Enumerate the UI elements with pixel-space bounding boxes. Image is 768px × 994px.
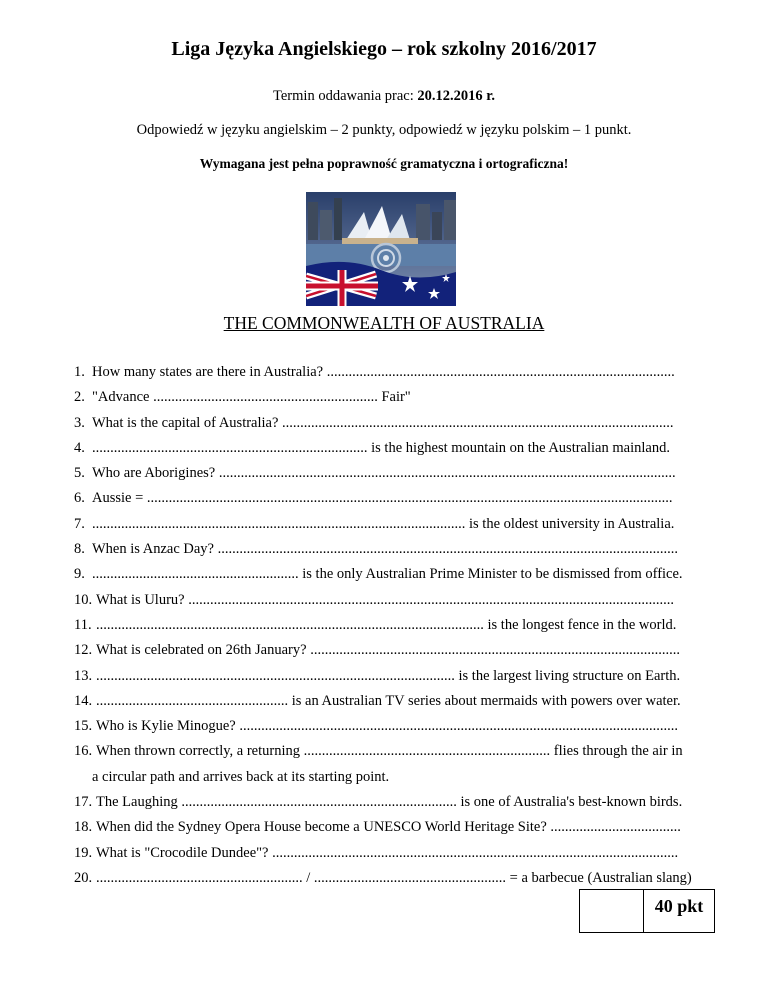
question-7: 7. ....................................................................................................... is the oldest university in Australia. [74, 515, 675, 532]
question-18: 18. When did the Sydney Opera House become a UNESCO World Heritage Site? .................................... [74, 819, 681, 836]
deadline-line [0, 88, 768, 105]
question-text: ........................................................................................................... is the longest fence in the world. [96, 616, 677, 633]
question-14: 14. ..................................................... is an Australian TV series about mermaids with powers over water. [74, 692, 681, 709]
question-4: 4. ............................................................................ is the highest mountain on the Australian mainland. [74, 439, 670, 456]
question-15: 15. Who is Kylie Minogue? ......................................................................................................................... [74, 718, 678, 735]
question-text: When did the Sydney Opera House become a UNESCO World Heritage Site? .................................... [96, 819, 681, 836]
question-text: ......................................................... / ..................................................... = a barbecue (Australian slang) [96, 869, 692, 886]
question-9: 9. ......................................................... is the only Australian Prime Minister to be dismissed from office. [74, 566, 683, 583]
question-20: 20. ......................................................... / ..................................................... = a barbecue (Australian slang) [74, 869, 692, 886]
question-text: Aussie = ................................................................................................................................................. [92, 490, 673, 507]
question-text: When thrown correctly, a returning .................................................................... flies through the air in [96, 743, 683, 760]
question-text: The Laughing ............................................................................ is one of Australia's best-known birds. [96, 794, 683, 811]
question-text: What is "Crocodile Dundee"? ................................................................................................................ [96, 844, 679, 861]
deadline-label: Termin oddawania prac: [273, 88, 418, 104]
question-6: 6. Aussie = ................................................................................................................................................. [74, 490, 673, 507]
max-points-label: 40 pkt [654, 896, 704, 916]
question-text: ....................................................................................................... is the oldest university in Australia. [92, 515, 675, 532]
question-2: 2. "Advance .............................................................. Fair" [74, 389, 411, 406]
scoring-rules: Odpowiedź w języku angielskim – 2 punkty, odpowiedź w języku polskim – 1 punkt. [136, 122, 632, 138]
question-list [74, 360, 720, 891]
question-13: 13. ................................................................................................... is the largest living structure on Earth. [74, 667, 681, 684]
question-8: 8. When is Anzac Day? ............................................................................................................................... [74, 541, 678, 558]
page-title: Liga Języka Angielskiego – rok szkolny 2016/2017 [171, 38, 597, 60]
question-12: 12. What is celebrated on 26th January? ...................................................................................................... [74, 642, 680, 659]
question-text: What is the capital of Australia? ............................................................................................................ [92, 414, 674, 431]
question-19: 19. What is "Crocodile Dundee"? ................................................................................................................ [74, 844, 679, 861]
question-10: 10. What is Uluru? ...................................................................................................................................... [74, 591, 674, 608]
question-16-continuation: a circular path and arrives back at its starting point. [92, 768, 390, 785]
question-16: 16. When thrown correctly, a returning .................................................................... flies through the air in [74, 743, 683, 760]
section-title: THE COMMONWEALTH OF AUSTRALIA [223, 313, 545, 333]
deadline-date: 20.12.2016 r. [417, 88, 495, 104]
question-text: ......................................................... is the only Australian Prime Minister to be dismissed from office. [92, 566, 683, 583]
question-3: 3. What is the capital of Australia? ............................................................................................................ [74, 414, 674, 431]
score-entry-cell [580, 890, 644, 932]
question-text: Who is Kylie Minogue? ......................................................................................................................... [96, 718, 678, 735]
question-1: 1. How many states are there in Australia? ................................................................................................ [74, 364, 675, 380]
question-5: 5. Who are Aborigines? .............................................................................................................................. [74, 465, 676, 482]
question-text: Who are Aborigines? .............................................................................................................................. [92, 465, 676, 482]
question-text: "Advance .............................................................. Fair" [92, 389, 411, 406]
question-text: ................................................................................................... is the largest living structure on Earth. [96, 667, 681, 684]
question-text: What is celebrated on 26th January? ...................................................................................................... [96, 642, 680, 659]
question-11: 11. ........................................................................................................... is the longest fence in the world. [74, 616, 677, 633]
question-text: How many states are there in Australia? ................................................................................................ [92, 364, 675, 380]
question-text: ..................................................... is an Australian TV series about mermaids with powers over water. [96, 692, 681, 709]
score-box [579, 889, 715, 933]
question-text: What is Uluru? ...................................................................................................................................... [96, 591, 674, 608]
question-text: ............................................................................ is the highest mountain on the Australian mainland. [92, 439, 670, 456]
question-text: When is Anzac Day? ............................................................................................................................... [92, 541, 678, 558]
question-17: 17. The Laughing ............................................................................ is one of Australia's best-known birds. [74, 794, 683, 811]
grammar-requirement: Wymagana jest pełna poprawność gramatyczna i ortograficzna! [199, 156, 569, 171]
australia-collage-image [306, 192, 456, 306]
